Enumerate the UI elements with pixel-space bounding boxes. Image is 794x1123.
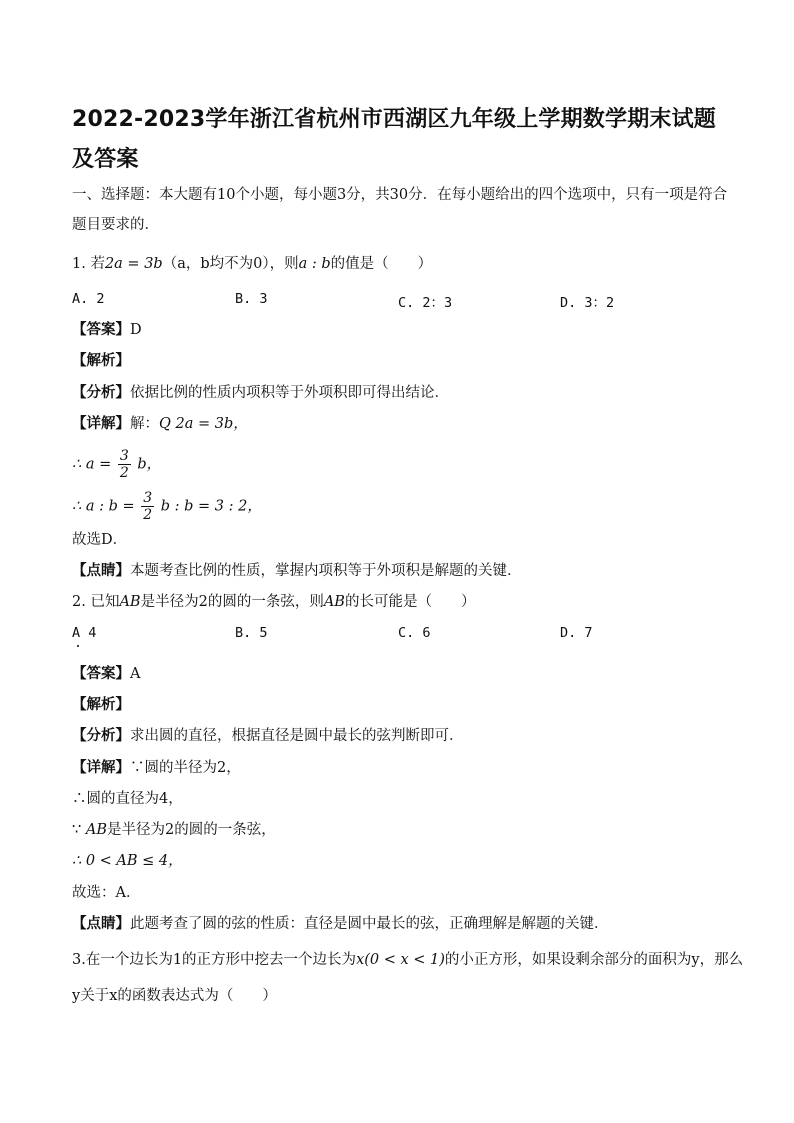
q1-analysis (72, 383, 449, 403)
q1-jiexi (72, 351, 130, 371)
detail-equation: Q 2a = 3b， (159, 416, 248, 432)
detail3-pre: ∵ (72, 822, 86, 838)
answer-label: 【答案】 (72, 665, 130, 682)
comment-label: 【点睛】 (72, 562, 130, 579)
detail-label: 【详解】 (72, 415, 130, 432)
analysis-label: 【分析】 (72, 727, 130, 744)
q2-option-b: B. 5 (235, 625, 268, 641)
step2-fraction (141, 490, 154, 523)
q1-option-c: C. 2：3 (398, 295, 453, 311)
step1-numerator: 3 (119, 448, 129, 464)
q1-comment (72, 561, 522, 581)
step2-denominator: 2 (143, 507, 153, 523)
q2-mid: 是半径为2的圆的一条弦，则 (140, 594, 324, 610)
detail-label: 【详解】 (72, 759, 130, 776)
question-3-line-1 (72, 950, 743, 970)
q2-jiexi (72, 695, 130, 715)
comment-text: 本题考查比例的性质，掌握内项积等于外项积是解题的关键． (130, 563, 522, 579)
step1-denominator: 2 (119, 465, 129, 481)
section-header: 一、选择题：本大题有10个小题，每小题3分，共30分．在每小题给出的四个选项中，只有一项是符合题目要求的． (72, 187, 728, 233)
analysis-label: 【分析】 (72, 384, 130, 401)
q1-answer (72, 320, 142, 340)
question-1 (72, 254, 432, 274)
q2-analysis (72, 726, 464, 746)
step1-fraction (118, 448, 131, 481)
analysis-text: 求出圆的直径，根据直径是圆中最长的弦判断即可． (130, 728, 464, 744)
stray-dot (77, 645, 79, 647)
q2-detail-2: ∴圆的直径为4， (72, 791, 183, 807)
q1-detail (72, 414, 248, 434)
q3-math: x(0 < x < 1) (356, 952, 445, 968)
q1-ratio: a : b (298, 256, 331, 272)
q2-detail-4: ∴ 0 < AB ≤ 4， (72, 853, 183, 869)
q2-suffix: 的长可能是（ ） (344, 594, 476, 610)
q2-option-a: A 4 (72, 625, 97, 641)
question-3-line-2: y关于x的函数表达式为（ ） (72, 988, 277, 1004)
answer-value: A (130, 666, 141, 682)
q1-step-1 (72, 448, 161, 481)
q1-mid: （a，b均不为0），则 (162, 256, 299, 272)
q3-pre: 3.在一个边长为1的正方形中挖去一个边长为 (72, 952, 357, 968)
q1-option-a: A. 2 (72, 291, 105, 307)
q2-answer (72, 664, 140, 684)
q1-choose: 故选D． (72, 532, 128, 548)
q1-equation: 2a = 3b (104, 256, 163, 272)
jiexi-label: 【解析】 (72, 352, 130, 369)
analysis-text: 依据比例的性质内项积等于外项积即可得出结论． (130, 385, 449, 401)
q3-post: 的小正方形，如果设剩余部分的面积为y，那么 (444, 952, 744, 968)
q2-choose: 故选：A． (72, 885, 141, 901)
q2-option-d: D. 7 (560, 625, 593, 641)
step1-pre: ∴ a = (72, 456, 112, 473)
step2-pre: ∴ a : b = (72, 498, 135, 515)
q1-option-b: B. 3 (235, 291, 268, 307)
jiexi-label: 【解析】 (72, 696, 130, 713)
detail3-post: 是半径为2的圆的一条弦， (106, 822, 276, 838)
step2-numerator: 3 (143, 490, 153, 506)
q2-detail-1 (72, 758, 241, 778)
question-2 (72, 592, 475, 612)
comment-text: 此题考查了圆的弦的性质：直径是圆中最长的弦，正确理解是解题的关键． (130, 916, 609, 932)
step2-post: b : b = 3 : 2， (160, 498, 262, 515)
step1-post: b， (137, 456, 162, 473)
comment-label: 【点睛】 (72, 915, 130, 932)
q1-prefix: 1. 若 (72, 256, 105, 272)
q2-prefix: 2. 已知 (72, 594, 120, 610)
q1-option-d: D. 3：2 (560, 295, 615, 311)
q2-comment (72, 914, 609, 934)
answer-value: D (130, 322, 142, 338)
q2-detail-3 (72, 820, 276, 840)
page-title: 2022-2023学年浙江省杭州市西湖区九年级上学期数学期末试题及答案 (72, 107, 716, 172)
answer-label: 【答案】 (72, 321, 130, 338)
detail-text-1: ∵圆的半径为2， (130, 760, 241, 776)
q2-ab-2: AB (323, 594, 345, 610)
detail3-ab: AB (85, 822, 107, 838)
q2-ab-1: AB (119, 594, 141, 610)
q2-option-c: C. 6 (398, 625, 431, 641)
q1-step-2 (72, 490, 262, 523)
detail-pre: 解： (130, 416, 159, 432)
q1-suffix: 的值是（ ） (330, 256, 433, 272)
